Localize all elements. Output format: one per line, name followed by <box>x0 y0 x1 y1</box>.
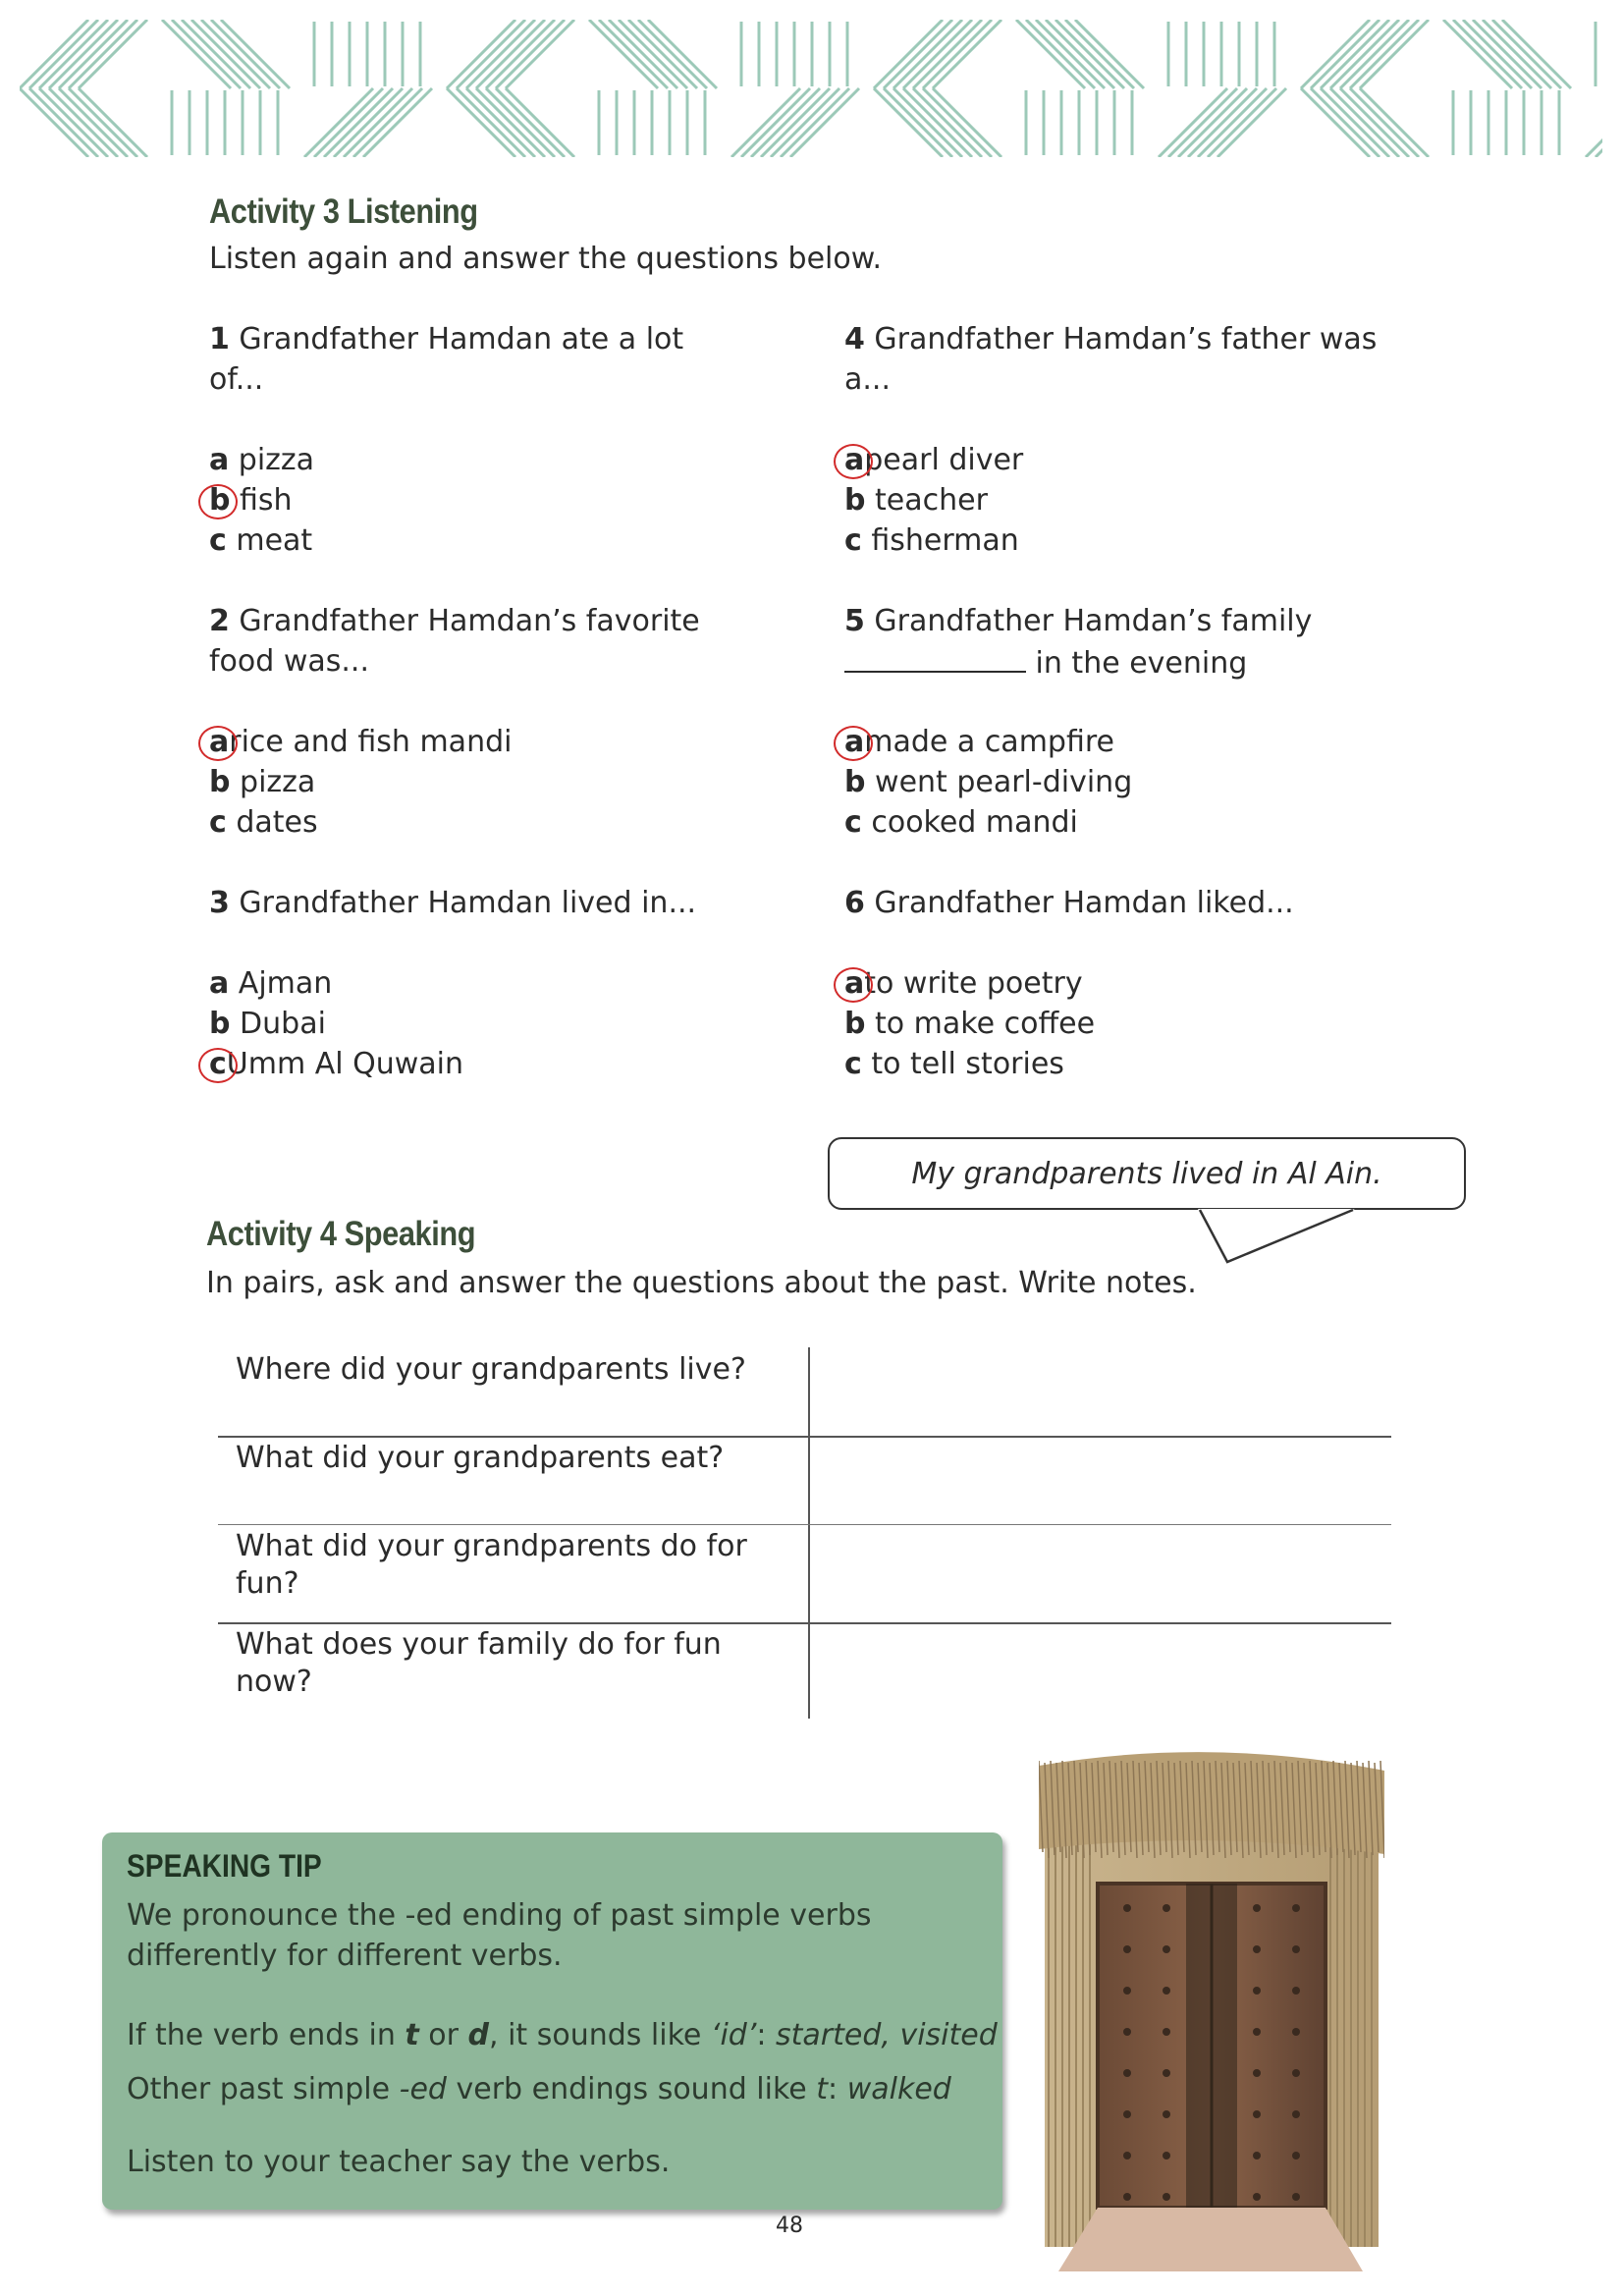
option-letter: a <box>844 440 864 480</box>
tip-line-1: We pronounce the -ed ending of past simple verbs <box>127 1898 872 1933</box>
option-4b[interactable] <box>844 480 988 520</box>
option-5b[interactable] <box>844 762 1132 802</box>
activity-3-heading: Activity 3 Listening <box>209 192 478 231</box>
question-number: 1 <box>209 322 230 356</box>
table-row-divider <box>218 1622 1391 1624</box>
option-3c[interactable] <box>209 1044 463 1084</box>
option-letter: c <box>209 1044 227 1084</box>
table-question-1: Where did your grandparents live? <box>236 1352 746 1387</box>
answer-blank[interactable] <box>844 641 1026 673</box>
option-letter: c <box>844 1047 862 1081</box>
option-2b[interactable] <box>209 762 315 802</box>
page-number: 48 <box>776 2214 803 2238</box>
table-question-3: What did your grandparents do for fun? <box>236 1529 747 1601</box>
option-5a[interactable] <box>844 722 1114 762</box>
question-1 <box>209 319 739 400</box>
table-question-2: What did your grandparents eat? <box>236 1441 725 1475</box>
option-letter: b <box>844 1007 866 1041</box>
option-text: pearl diver <box>864 443 1024 477</box>
option-2a[interactable] <box>209 722 512 762</box>
option-text: teacher <box>875 483 988 518</box>
question-text-after: in the evening <box>1035 646 1248 681</box>
option-text: fish <box>240 483 293 518</box>
question-3 <box>209 883 739 923</box>
option-letter: c <box>209 523 227 558</box>
option-4a[interactable] <box>844 440 1023 480</box>
option-1c[interactable] <box>209 520 312 561</box>
activity-4-instruction: In pairs, ask and answer the questions about the past. Write notes. <box>206 1266 1197 1300</box>
option-letter: b <box>209 1007 231 1041</box>
option-4c[interactable] <box>844 520 1019 561</box>
option-text: to tell stories <box>871 1047 1064 1081</box>
speech-bubble: My grandparents lived in Al Ain. <box>828 1137 1466 1210</box>
option-letter: c <box>844 523 862 558</box>
option-text: to make coffee <box>875 1007 1096 1041</box>
geometric-pattern-banner <box>20 20 1602 157</box>
question-4 <box>844 319 1394 400</box>
option-text: went pearl-diving <box>875 765 1133 799</box>
option-1b[interactable] <box>209 480 293 520</box>
question-6 <box>844 883 1394 923</box>
tip-rule-2: Other past simple -ed verb endings sound like t: walked <box>127 2072 951 2106</box>
option-3a[interactable] <box>209 963 332 1004</box>
option-text: pizza <box>240 765 316 799</box>
notes-cell-3[interactable] <box>817 1527 1386 1619</box>
option-6a[interactable] <box>844 963 1083 1004</box>
question-5 <box>844 601 1414 683</box>
question-number: 4 <box>844 322 865 356</box>
option-text: Dubai <box>240 1007 326 1041</box>
question-text: Grandfather Hamdan’s family <box>874 604 1313 638</box>
table-row-divider <box>218 1524 1391 1525</box>
answer-circle <box>198 1048 238 1083</box>
answer-circle <box>834 967 873 1003</box>
option-text: Ajman <box>238 966 333 1001</box>
option-letter: a <box>209 443 230 477</box>
option-text: pizza <box>238 443 315 477</box>
tip-rule-1: If the verb ends in t or d, it sounds like ‘id’: started, visited <box>127 2018 998 2052</box>
notes-cell-2[interactable] <box>817 1439 1386 1521</box>
table-column-divider <box>808 1347 810 1719</box>
option-letter: a <box>209 966 230 1001</box>
speaking-tip-box <box>102 1832 1002 2210</box>
option-1a[interactable] <box>209 440 314 480</box>
option-letter: c <box>209 805 227 840</box>
option-letter: b <box>844 765 866 799</box>
option-letter: a <box>844 722 864 762</box>
option-letter: b <box>844 483 866 518</box>
question-number: 3 <box>209 886 230 920</box>
question-2 <box>209 601 739 682</box>
traditional-door-photo <box>1039 1746 1384 2271</box>
question-text: Grandfather Hamdan ate a lot of... <box>209 322 684 397</box>
tip-listen-line: Listen to your teacher say the verbs. <box>127 2145 671 2179</box>
table-question-4: What does your family do for fun now? <box>236 1627 722 1699</box>
question-number: 6 <box>844 886 865 920</box>
question-text: Grandfather Hamdan lived in... <box>239 886 697 920</box>
option-6c[interactable] <box>844 1044 1064 1084</box>
option-text: Umm Al Quwain <box>226 1047 464 1081</box>
option-letter: c <box>844 805 862 840</box>
option-text: rice and fish mandi <box>229 725 513 759</box>
option-letter: b <box>209 480 230 520</box>
question-text: Grandfather Hamdan’s favorite food was... <box>209 604 700 679</box>
option-3b[interactable] <box>209 1004 326 1044</box>
option-text: made a campfire <box>864 725 1114 759</box>
question-text: Grandfather Hamdan liked... <box>874 886 1294 920</box>
option-text: fisherman <box>871 523 1019 558</box>
notes-cell-4[interactable] <box>817 1625 1386 1718</box>
question-number: 2 <box>209 604 230 638</box>
answer-circle <box>198 726 238 761</box>
question-number: 5 <box>844 604 865 638</box>
answer-circle <box>198 484 238 519</box>
activity-4-heading: Activity 4 Speaking <box>206 1215 476 1253</box>
tip-line-2: differently for different verbs. <box>127 1939 563 1973</box>
option-text: to write poetry <box>864 966 1083 1001</box>
option-6b[interactable] <box>844 1004 1095 1044</box>
answer-circle <box>834 726 873 761</box>
option-2c[interactable] <box>209 802 318 843</box>
table-row-divider <box>218 1436 1391 1438</box>
option-letter: b <box>209 765 231 799</box>
answer-circle <box>834 444 873 479</box>
option-text: cooked mandi <box>871 805 1078 840</box>
question-text: Grandfather Hamdan’s father was a... <box>844 322 1378 397</box>
speaking-tip-title: SPEAKING TIP <box>127 1848 322 1884</box>
option-5c[interactable] <box>844 802 1078 843</box>
option-text: dates <box>236 805 318 840</box>
activity-3-instruction: Listen again and answer the questions below. <box>209 242 883 276</box>
option-text: meat <box>236 523 313 558</box>
option-letter: a <box>844 963 864 1004</box>
notes-cell-1[interactable] <box>817 1350 1386 1433</box>
speech-bubble-tail <box>1198 1207 1355 1264</box>
option-letter: a <box>209 722 229 762</box>
